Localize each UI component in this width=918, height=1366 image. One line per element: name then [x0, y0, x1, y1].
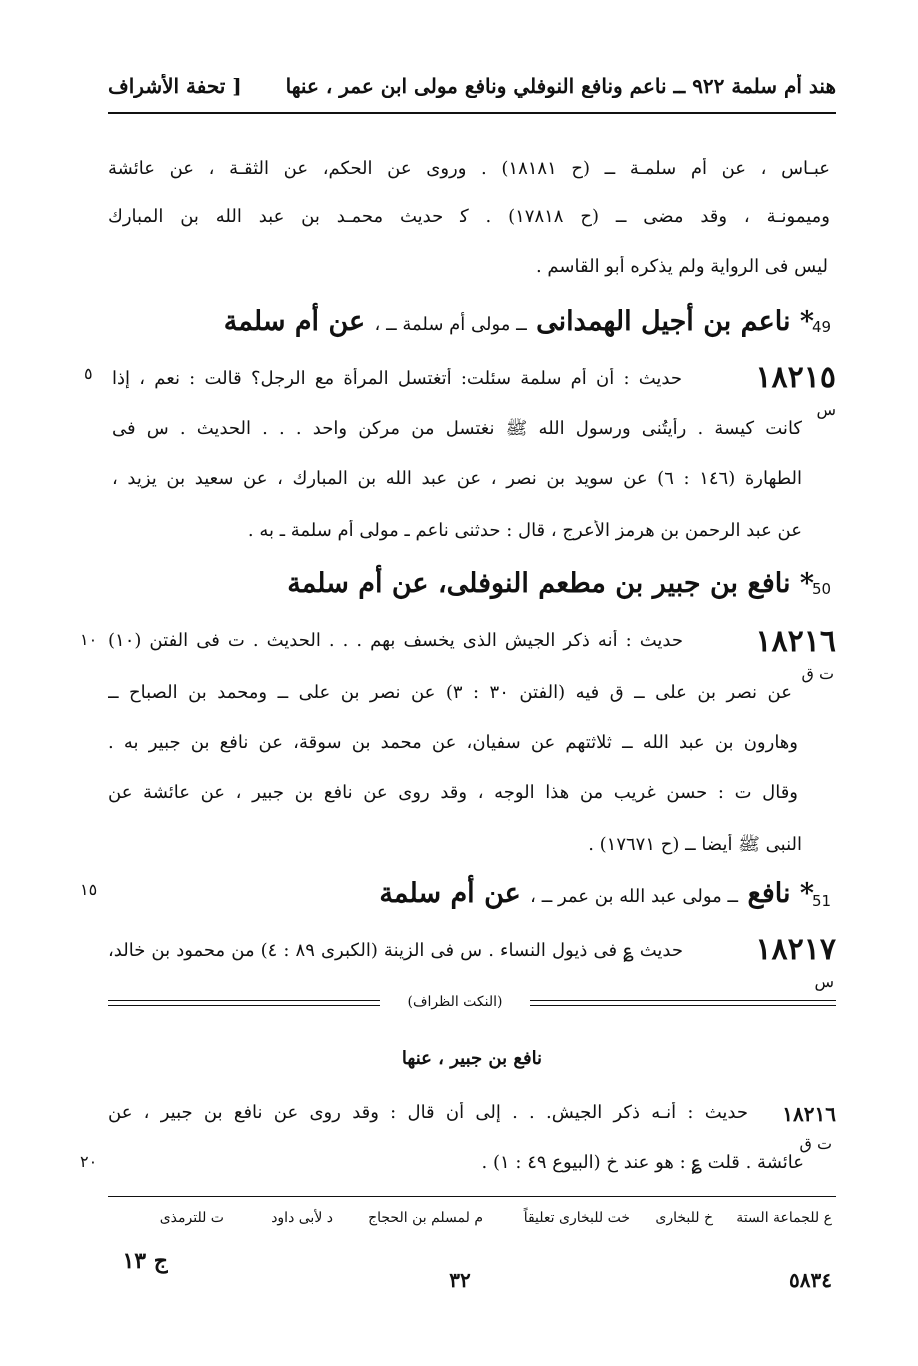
hadith-line: الطهارة (١٤٦ : ٦) عن سويد بن نصر ، عن عبد الله بن المبارك ، عن سعيد بن يزيد ،: [112, 468, 802, 489]
hadith-line: عن عبد الرحمن بن هرمز الأعرج ، قال : حدثنى ناعم ـ مولى أم سلمة ـ به .: [247, 520, 802, 541]
hadith-line: حديث : أن أم سلمة سئلت: أتغتسل المرأة مع الرجل؟ قالت : نعم ، إذا: [112, 368, 682, 389]
section-index: 51: [812, 892, 832, 910]
continuation-line-3: ليس فى الرواية ولم يذكره أبو القاسم .: [535, 256, 828, 277]
footer-code: ٥٨٣٤: [789, 1268, 832, 1292]
abbreviation: خت للبخارى تعليقاً: [523, 1210, 630, 1226]
continuation-line-2: وميمونـة ، وقد مضى ــ (ح ١٧٨١٨) . ﮐ حديث محمـد بن عبد الله بن المبارك: [108, 206, 830, 227]
hadith-number: ١٨٢١٧: [755, 932, 836, 967]
abbreviation: خ للبخارى: [655, 1210, 713, 1226]
hadith-siglum: ت ق: [801, 664, 834, 683]
hadith-line: عن نصر بن على ــ ق فيه (الفتن ٣٠ : ٣) عن نصر بن على ــ ومحمد بن الصباح ــ: [108, 682, 792, 703]
hadith-line: وقال ت : حسن غريب من هذا الوجه ، وقد روى عن نافع بن جبير ، عن عائشة عن: [108, 782, 798, 803]
nukat-line: عائشة . قلت ؏ : هو عند خ (البيوع ٤٩ : ١) .: [481, 1152, 804, 1173]
continuation-line-1: عبـاس ، عن أم سلمـة ــ (ح ١٨١٨١) . وروى عن الحكم، عن الثقـة ، عن عائشة: [108, 158, 830, 179]
section-heading: [224, 306, 814, 337]
nukat-number: ١٨٢١٦: [782, 1102, 836, 1126]
running-header: [108, 74, 836, 98]
header-rule: [108, 112, 836, 114]
abbreviation: د لأبى داود: [271, 1210, 333, 1226]
section-heading-mid: ــ مولى عبد الله بن عمر ــ ،: [530, 886, 739, 907]
nukat-line: حديث : أنـه ذكر الجيش. . . إلى أن قال : وقد روى عن نافع بن جبير ، عن: [108, 1102, 748, 1123]
section-heading-end: عن أم سلمة: [223, 306, 366, 337]
hadith-line: حديث ؏ فى ذيول النساء . س فى الزينة (الكبرى ٨٩ : ٤) من محمود بن خالد،: [108, 940, 683, 961]
section-index: 49: [812, 318, 832, 336]
page-number: ٣٢: [449, 1268, 471, 1292]
margin-line-number: ١٥: [80, 880, 98, 899]
hadith-siglum: س: [814, 972, 834, 991]
footnote-rule: [108, 1196, 836, 1197]
hadith-number: ١٨٢١٥: [755, 360, 836, 395]
section-heading-end: عن أم سلمة: [379, 878, 521, 909]
hadith-line: النبى ﷺ أيضا ــ (ح ١٧٦٧١) .: [588, 834, 802, 855]
abbreviation: ع للجماعة الستة: [736, 1210, 832, 1226]
abbreviation: ت للترمذى: [159, 1210, 224, 1226]
header-text: هند أم سلمة ٩٢٢ ــ ناعم ونافع النوفلي ونافع مولى ابن عمر ، عنها: [285, 74, 836, 98]
section-index: 50: [812, 580, 832, 598]
section-heading: [379, 878, 814, 909]
hadith-line: حديث : أنه ذكر الجيش الذى يخسف بهم . . . الحديث . ت فى الفتن (١٠): [108, 630, 683, 651]
hadith-siglum: س: [816, 400, 836, 419]
hadith-line: كانت كيسة . رأيتُنى ورسول الله ﷺ نغتسل من مركن واحد . . . الحديث . س فى: [112, 418, 802, 439]
hadith-line: وهارون بن عبد الله ــ ثلاثتهم عن سفيان، عن محمد بن سوقة، عن نافع بن جبير به .: [108, 732, 798, 753]
section-heading-main: * ناعم بن أجيل الهمدانى: [536, 306, 814, 337]
header-book: [ تحفة الأشراف: [108, 74, 242, 98]
nukat-siglum: ت ق: [799, 1134, 832, 1153]
margin-line-number: ٥: [84, 364, 93, 383]
margin-line-number: ١٠: [80, 630, 98, 649]
nukat-subheading: نافع بن جبير ، عنها: [401, 1048, 543, 1069]
nukat-label: (النكت الظراف): [380, 994, 530, 1010]
section-heading-main: * نافع: [747, 878, 814, 909]
abbreviation: م لمسلم بن الحجاج: [368, 1210, 483, 1226]
hadith-number: ١٨٢١٦: [755, 624, 836, 659]
section-heading-mid: ــ مولى أم سلمة ــ ،: [374, 314, 527, 335]
margin-line-number: ٢٠: [80, 1152, 98, 1171]
section-heading-main: * نافع بن جبير بن مطعم النوفلى، عن أم سلمة: [287, 568, 814, 599]
footer-volume: ج ١٣: [122, 1248, 168, 1274]
